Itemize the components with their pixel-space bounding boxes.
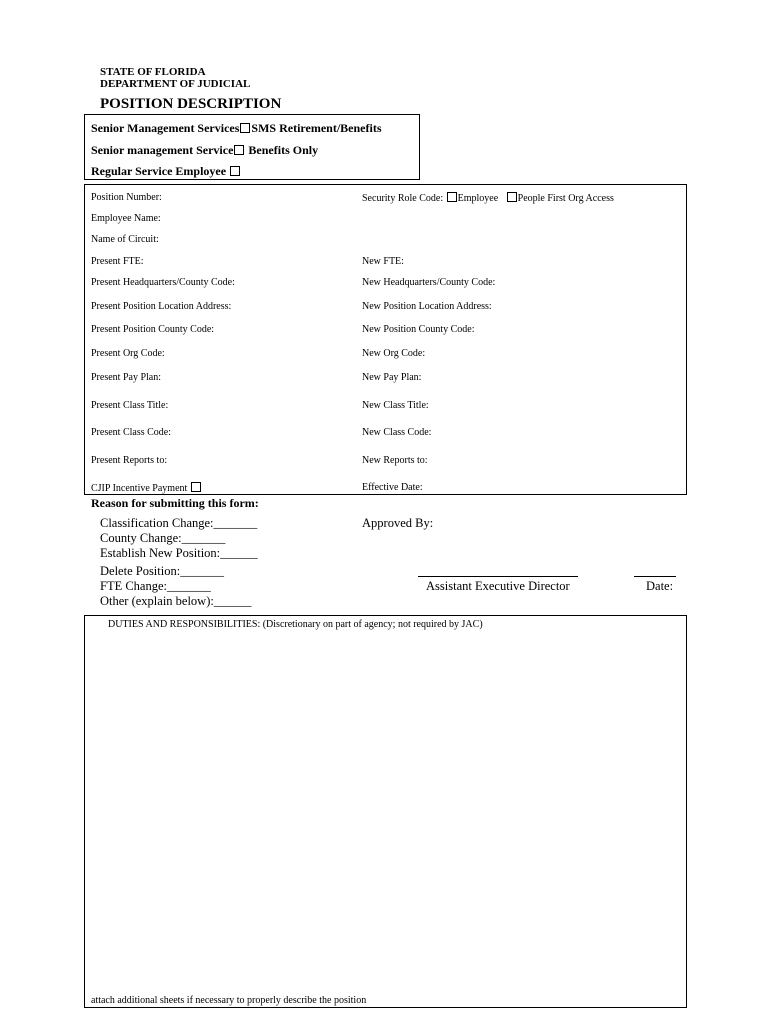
regular-checkbox[interactable] xyxy=(230,166,240,176)
position-fields-box xyxy=(84,184,687,495)
smsb-row xyxy=(91,143,318,158)
regular-label: Regular Service Employee xyxy=(91,164,227,178)
new-county-label: New Position County Code: xyxy=(362,324,475,335)
smsb-label: Senior management Service xyxy=(91,143,234,157)
benefits-only-label: Benefits Only xyxy=(248,143,319,157)
new-class-code-label: New Class Code: xyxy=(362,427,432,438)
new-hq-label: New Headquarters/County Code: xyxy=(362,277,496,288)
sms-label: Senior Management Services xyxy=(91,121,240,135)
date-line xyxy=(634,576,676,577)
cjip-row xyxy=(91,482,202,494)
position-number-label: Position Number: xyxy=(91,192,162,203)
cjip-label: CJIP Incentive Payment xyxy=(91,483,188,494)
reason-county: County Change:_______ xyxy=(100,531,226,545)
duties-box[interactable] xyxy=(84,615,687,1008)
present-reports-label: Present Reports to: xyxy=(91,455,168,466)
present-class-title-label: Present Class Title: xyxy=(91,400,169,411)
duties-heading: DUTIES AND RESPONSIBILITIES: (Discretionary on part of agency; not required by JAC) xyxy=(108,619,483,630)
cjip-checkbox[interactable] xyxy=(191,482,201,492)
present-pay-label: Present Pay Plan: xyxy=(91,372,161,383)
new-reports-label: New Reports to: xyxy=(362,455,428,466)
new-location-label: New Position Location Address: xyxy=(362,301,492,312)
present-fte-label: Present FTE: xyxy=(91,256,144,267)
duties-footer-note: attach additional sheets if necessary to properly describe the position xyxy=(91,995,367,1006)
sms-row xyxy=(91,121,382,136)
people-first-checkbox[interactable] xyxy=(507,192,517,202)
reason-classification: Classification Change:_______ xyxy=(100,516,258,530)
approved-by-label: Approved By: xyxy=(362,516,434,530)
employee-name-label: Employee Name: xyxy=(91,213,161,224)
security-role-row xyxy=(362,192,614,204)
department-heading: DEPARTMENT OF JUDICIAL xyxy=(100,78,251,90)
employee-label: Employee xyxy=(457,193,499,204)
sms-checkbox[interactable] xyxy=(240,123,250,133)
reason-other: Other (explain below):______ xyxy=(100,594,252,608)
benefits-only-checkbox[interactable] xyxy=(234,145,244,155)
date-label: Date: xyxy=(646,579,674,593)
present-location-label: Present Position Location Address: xyxy=(91,301,232,312)
reason-establish: Establish New Position:______ xyxy=(100,546,258,560)
effective-date-label: Effective Date: xyxy=(362,482,423,493)
reason-heading: Reason for submitting this form: xyxy=(91,496,259,510)
sms-option-label: SMS Retirement/Benefits xyxy=(251,121,382,135)
present-org-label: Present Org Code: xyxy=(91,348,165,359)
people-first-label: People First Org Access xyxy=(517,193,614,204)
assistant-director-label: Assistant Executive Director xyxy=(426,579,570,593)
new-org-label: New Org Code: xyxy=(362,348,426,359)
reason-delete: Delete Position:_______ xyxy=(100,564,224,578)
signature-line xyxy=(418,576,578,577)
new-fte-label: New FTE: xyxy=(362,256,404,267)
page-title: POSITION DESCRIPTION xyxy=(100,96,282,112)
new-class-title-label: New Class Title: xyxy=(362,400,429,411)
employee-checkbox[interactable] xyxy=(447,192,457,202)
regular-row xyxy=(91,164,241,179)
reason-fte: FTE Change:_______ xyxy=(100,579,211,593)
new-pay-label: New Pay Plan: xyxy=(362,372,422,383)
state-heading: STATE OF FLORIDA xyxy=(100,66,206,78)
present-class-code-label: Present Class Code: xyxy=(91,427,171,438)
name-of-circuit-label: Name of Circuit: xyxy=(91,234,159,245)
present-county-label: Present Position County Code: xyxy=(91,324,215,335)
present-hq-label: Present Headquarters/County Code: xyxy=(91,277,235,288)
security-role-label: Security Role Code: xyxy=(362,193,444,204)
